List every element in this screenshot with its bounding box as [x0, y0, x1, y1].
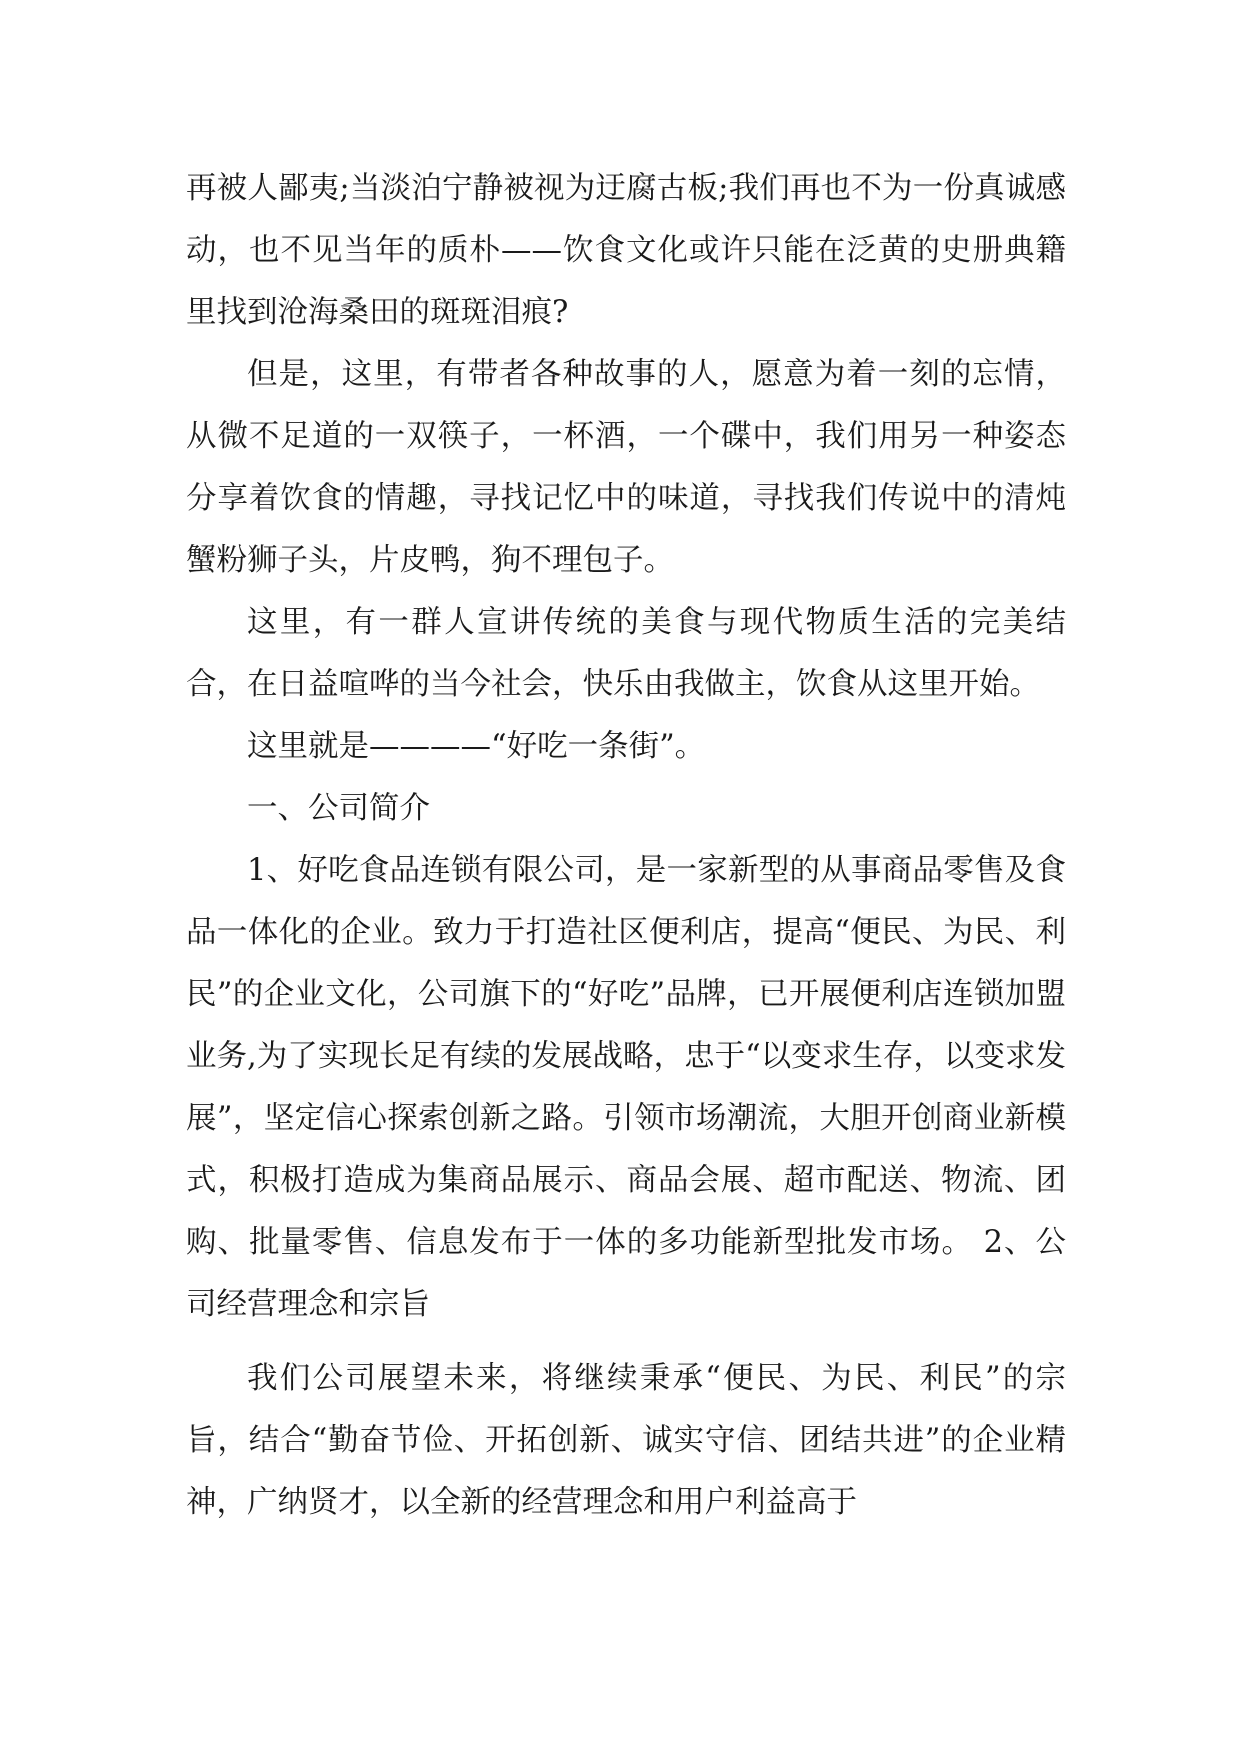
document-body: [186, 158, 1066, 1534]
paragraph-continuation: 再被人鄙夷;当淡泊宁静被视为迂腐古板;我们再也不为一份真诚感动，也不见当年的质朴——饮食文化或许只能在泛黄的史册典籍里找到沧海桑田的斑斑泪痕?: [186, 171, 1066, 330]
paragraph-street-name: 这里就是————“好吃一条街”。: [247, 729, 706, 764]
paragraph-tradition: 这里，有一群人宣讲传统的美食与现代物质生活的完美结合，在日益喧哗的当今社会，快乐由我做主，饮食从这里开始。: [186, 605, 1066, 702]
paragraph-storytellers: 但是，这里，有带者各种故事的人，愿意为着一刻的忘情，从微不足道的一双筷子，一杯酒，一个碟中，我们用另一种姿态分享着饮食的情趣，寻找记忆中的味道，寻找我们传说中的清炖蟹粉狮子头，片皮鸭，狗不理包子。: [186, 357, 1066, 578]
paragraph-company-profile: 1、好吃食品连锁有限公司，是一家新型的从事商品零售及食品一体化的企业。致力于打造社区便利店，提高“便民、为民、利民”的企业文化，公司旗下的“好吃”品牌，已开展便利店连锁加盟业务,为了实现长足有续的发展战略，忠于“以变求生存，以变求发展”，坚定信心探索创新之路。引领市场潮流，大胆开创商业新模式，积极打造成为集商品展示、商品会展、超市配送、物流、团购、批量零售、信息发布于一体的多功能新型批发市场。 2、公司经营理念和宗旨: [186, 853, 1066, 1322]
paragraph-company-vision: 我们公司展望未来，将继续秉承“便民、为民、利民”的宗旨，结合“勤奋节俭、开拓创新、诚实守信、团结共进”的企业精神，广纳贤才，以全新的经营理念和用户利益高于: [186, 1361, 1066, 1520]
section-heading-company-intro: 一、公司简介: [247, 791, 430, 826]
